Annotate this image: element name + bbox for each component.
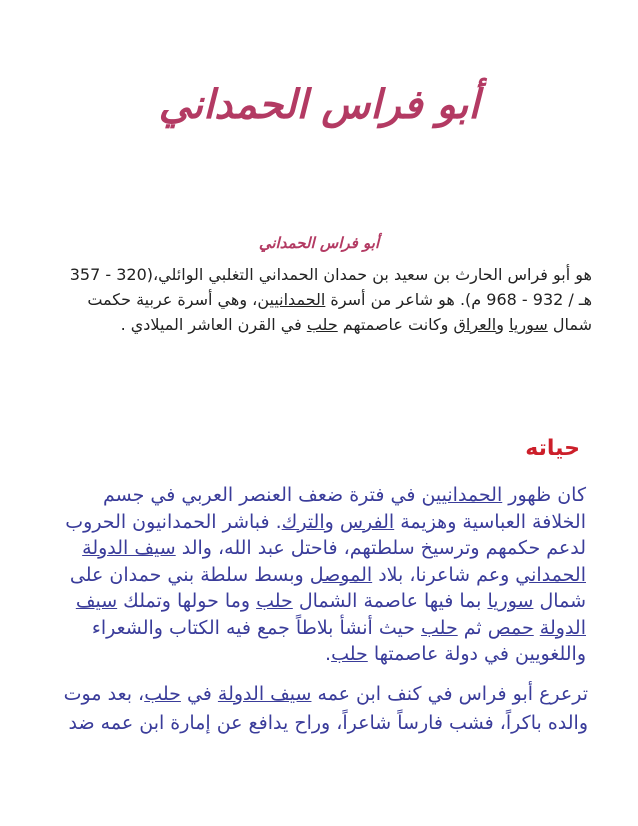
p1-text: بما فيها عاصمة الشمال bbox=[292, 590, 488, 612]
p1-text: . bbox=[325, 643, 332, 665]
intro-text: في القرن العاشر الميلادي . bbox=[120, 315, 307, 334]
link-aleppo[interactable]: حلب bbox=[331, 643, 368, 665]
intro-subtitle: أبو فراس الحمداني bbox=[258, 234, 380, 252]
life-paragraph-1 bbox=[65, 482, 586, 668]
intro-line-1 bbox=[70, 262, 592, 287]
p1-text: ثم bbox=[457, 616, 488, 639]
p1-text: و bbox=[324, 510, 340, 533]
p2-line-2 bbox=[68, 709, 588, 738]
p2-text: في bbox=[180, 683, 218, 705]
p1-text: وعم شاعرنا، بلاد bbox=[372, 563, 516, 586]
intro-text: ، وهي أسرة عربية حكمت bbox=[87, 290, 258, 309]
p1-line-1 bbox=[88, 482, 586, 509]
p1-text: كان ظهور bbox=[502, 484, 586, 506]
intro-line-2 bbox=[70, 287, 592, 312]
link-dawla[interactable]: الدولة bbox=[539, 616, 586, 639]
link-syria[interactable]: سوريا bbox=[487, 590, 534, 612]
intro-text: وكانت عاصمتهم bbox=[337, 315, 454, 334]
p1-text: وبسط سلطة بني حمدان على bbox=[69, 563, 310, 586]
p1-line-2 bbox=[65, 509, 586, 536]
link-hamdani[interactable]: الحمداني bbox=[515, 563, 586, 586]
p1-text: . فباشر الحمدانيون الحروب bbox=[65, 510, 282, 533]
p1-line-3 bbox=[82, 535, 586, 562]
p1-text: حيث أنشأ بلاطاً جمع فيه الكتاب والشعراء bbox=[91, 616, 422, 639]
p1-line-5 bbox=[75, 588, 586, 615]
p1-text: لدعم حكمهم وترسيخ سلطتهم، فاحتل عبد الله، والد bbox=[175, 537, 586, 559]
intro-line-3 bbox=[70, 312, 592, 337]
p1-text: في فترة ضعف العنصر العربي في جسم bbox=[103, 484, 422, 506]
p2-text: ، بعد موت bbox=[63, 683, 145, 705]
link-homs[interactable]: حمص bbox=[487, 616, 534, 639]
link-sayf-al-dawla[interactable]: سيف الدولة bbox=[217, 683, 312, 705]
link-hamdanids[interactable]: الحمدانيين bbox=[257, 290, 326, 309]
link-hamdanids[interactable]: الحمدانيين bbox=[421, 484, 503, 506]
intro-text: هـ / 932 - 968 م). هو شاعر من أسرة bbox=[325, 290, 592, 309]
link-syria[interactable]: سوريا bbox=[509, 315, 548, 334]
life-paragraph-2 bbox=[63, 680, 588, 738]
p1-text: الخلافة العباسية وهزيمة bbox=[394, 510, 586, 533]
p1-text: واللغويين في دولة عاصمتها bbox=[367, 643, 586, 665]
intro-text: شمال bbox=[547, 315, 592, 334]
p2-line-1 bbox=[63, 680, 588, 709]
link-sayf[interactable]: سيف bbox=[75, 590, 118, 612]
section-heading-life: حياته bbox=[525, 436, 580, 461]
link-persians[interactable]: الفرس bbox=[339, 510, 395, 533]
p2-text: ترعرع أبو فراس في كنف ابن عمه bbox=[311, 683, 588, 705]
intro-text: هو أبو فراس الحارث بن سعيد بن حمدان الحمداني التغلبي الوائلي،(320 - 357 bbox=[69, 265, 592, 284]
link-aleppo[interactable]: حلب bbox=[256, 590, 293, 612]
p1-line-4 bbox=[69, 562, 586, 589]
p2-text: والده باكراً، فشب فارساً شاعراً، وراح يدافع عن إمارة ابن عمه ضد bbox=[68, 712, 588, 734]
intro-text: و bbox=[496, 315, 510, 334]
p1-text: وما حولها وتملك bbox=[117, 590, 257, 612]
link-aleppo[interactable]: حلب bbox=[306, 315, 338, 334]
link-turks[interactable]: الترك bbox=[281, 510, 325, 533]
link-aleppo[interactable]: حلب bbox=[144, 683, 181, 705]
link-aleppo[interactable]: حلب bbox=[421, 616, 458, 639]
link-iraq[interactable]: العراق bbox=[453, 315, 497, 334]
intro-paragraph bbox=[70, 262, 592, 337]
document-title: أبو فراس الحمداني bbox=[158, 82, 480, 128]
link-mosul[interactable]: الموصل bbox=[309, 563, 373, 586]
p1-line-6 bbox=[88, 615, 586, 642]
p1-text: شمال bbox=[533, 590, 586, 612]
p1-line-7 bbox=[88, 641, 586, 668]
link-sayf-al-dawla[interactable]: سيف الدولة bbox=[82, 537, 176, 559]
